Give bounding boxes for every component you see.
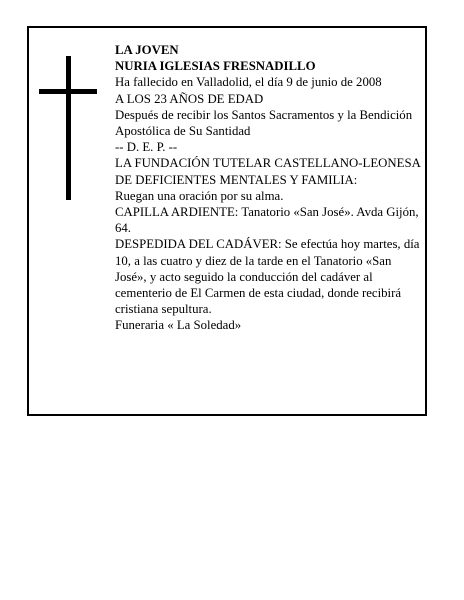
cross-horizontal-bar xyxy=(39,89,97,94)
obituary-notice xyxy=(27,26,427,416)
sacraments-statement: Después de recibir los Santos Sacramentos y la Bendición Apostólica de Su Santidad xyxy=(115,107,413,139)
dep-line: -- D. E. P. -- xyxy=(115,140,178,155)
deceased-name: NURIA IGLESIAS FRESNADILLO xyxy=(115,59,316,74)
death-statement: Ha fallecido en Valladolid, el día 9 de junio de 2008 xyxy=(115,75,382,90)
obituary-text xyxy=(115,42,421,334)
farewell-info: DESPEDIDA DEL CADÁVER: Se efectúa hoy martes, día 10, a las cuatro y diez de la tarde en el Tanatorio «San José», y acto seguido la conducción del cadáver al cementerio de El Carmen de esta ciudad, donde recibirá cristiana sepultura. xyxy=(115,237,420,317)
cross-vertical-bar xyxy=(66,56,71,200)
family-statement: LA FUNDACIÓN TUTELAR CASTELLANO-LEONESA DE DEFICIENTES MENTALES Y FAMILIA: xyxy=(115,156,421,187)
funeral-home: Funeraria « La Soledad» xyxy=(115,318,242,333)
age-statement: A LOS 23 AÑOS DE EDAD xyxy=(115,91,264,106)
cross-icon xyxy=(39,56,97,200)
prayer-request: Ruegan una oración por su alma. xyxy=(115,188,284,203)
chapel-info: CAPILLA ARDIENTE: Tanatorio «San José». Avda Gijón, 64. xyxy=(115,205,419,236)
heading: LA JOVEN xyxy=(115,43,179,57)
